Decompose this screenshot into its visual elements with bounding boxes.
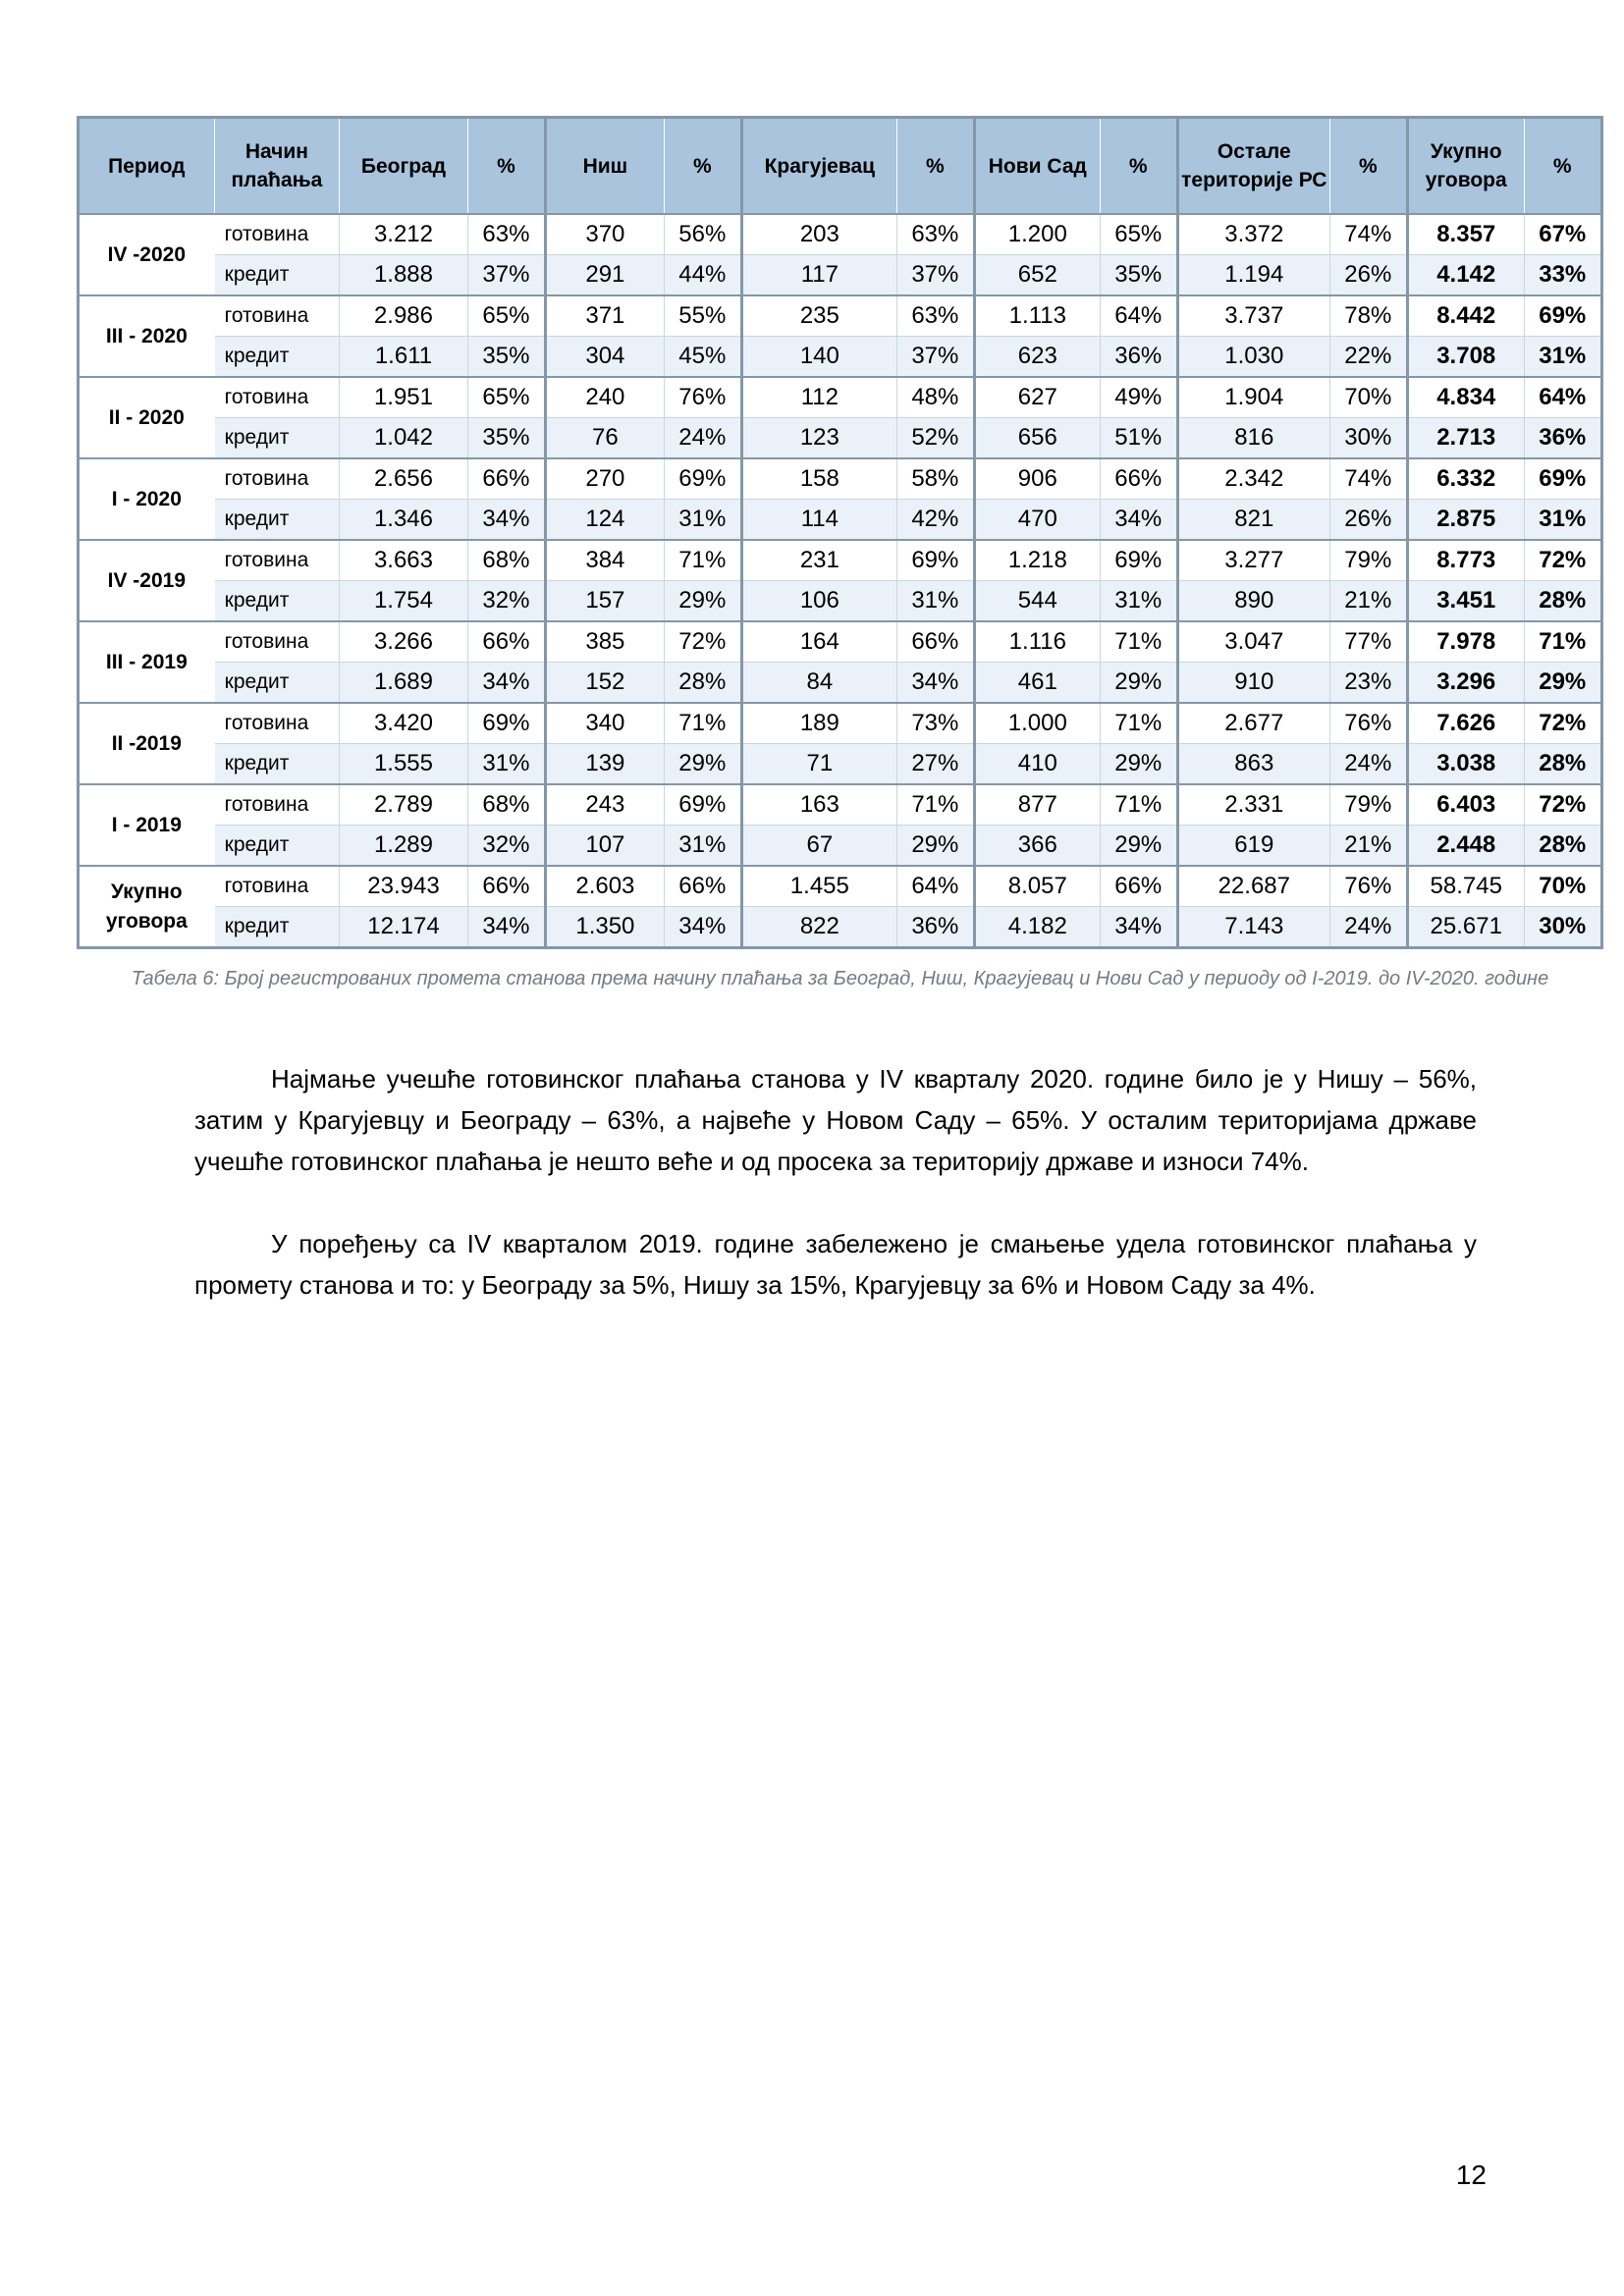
count-cell: 7.626 — [1407, 703, 1524, 744]
percent-cell: 78% — [1329, 295, 1407, 337]
count-cell: 384 — [546, 540, 665, 581]
count-cell: 890 — [1177, 581, 1329, 622]
percent-cell: 64% — [1524, 377, 1602, 418]
count-cell: 410 — [975, 744, 1101, 785]
table-row — [79, 214, 1602, 255]
count-cell: 1.754 — [340, 581, 468, 622]
header-period: Период — [79, 118, 215, 215]
percent-cell: 44% — [664, 255, 741, 296]
percent-cell: 70% — [1524, 866, 1602, 907]
count-cell: 3.372 — [1177, 214, 1329, 255]
percent-cell: 69% — [467, 703, 545, 744]
percent-cell: 65% — [467, 377, 545, 418]
percent-cell: 51% — [1100, 418, 1177, 459]
count-cell: 7.143 — [1177, 907, 1329, 948]
percent-cell: 66% — [467, 866, 545, 907]
payment-method-cell: кредит — [214, 255, 340, 296]
count-cell: 3.266 — [340, 621, 468, 663]
count-cell: 1.346 — [340, 500, 468, 541]
percent-cell: 37% — [896, 255, 974, 296]
count-cell: 3.212 — [340, 214, 468, 255]
count-cell: 371 — [546, 295, 665, 337]
count-cell: 656 — [975, 418, 1101, 459]
percent-cell: 35% — [1100, 255, 1177, 296]
percent-cell: 77% — [1329, 621, 1407, 663]
count-cell: 67 — [741, 826, 896, 867]
count-cell: 1.350 — [546, 907, 665, 948]
table-row — [79, 744, 1602, 785]
count-cell: 370 — [546, 214, 665, 255]
percent-cell: 28% — [1524, 581, 1602, 622]
percent-cell: 63% — [467, 214, 545, 255]
count-cell: 106 — [741, 581, 896, 622]
table-row — [79, 907, 1602, 948]
payment-method-cell: кредит — [214, 418, 340, 459]
percent-cell: 68% — [467, 784, 545, 826]
percent-cell: 33% — [1524, 255, 1602, 296]
count-cell: 1.000 — [975, 703, 1101, 744]
count-cell: 3.038 — [1407, 744, 1524, 785]
table-row — [79, 663, 1602, 704]
percent-cell: 69% — [1100, 540, 1177, 581]
percent-cell: 30% — [1329, 418, 1407, 459]
table-row — [79, 295, 1602, 337]
percent-cell: 34% — [664, 907, 741, 948]
count-cell: 270 — [546, 458, 665, 500]
count-cell: 340 — [546, 703, 665, 744]
percent-cell: 31% — [1100, 581, 1177, 622]
count-cell: 366 — [975, 826, 1101, 867]
percent-cell: 71% — [1524, 621, 1602, 663]
count-cell: 1.904 — [1177, 377, 1329, 418]
count-cell: 243 — [546, 784, 665, 826]
percent-cell: 24% — [664, 418, 741, 459]
percent-cell: 29% — [664, 581, 741, 622]
percent-cell: 36% — [1100, 337, 1177, 378]
percent-cell: 34% — [467, 500, 545, 541]
period-cell: III - 2020 — [79, 295, 215, 377]
count-cell: 1.888 — [340, 255, 468, 296]
count-cell: 2.342 — [1177, 458, 1329, 500]
percent-cell: 31% — [664, 826, 741, 867]
header-nis: Ниш — [546, 118, 665, 215]
payment-method-cell: кредит — [214, 907, 340, 948]
period-cell: IV -2020 — [79, 214, 215, 295]
table-row — [79, 826, 1602, 867]
percent-cell: 66% — [896, 621, 974, 663]
percent-cell: 31% — [1524, 500, 1602, 541]
percent-cell: 71% — [1100, 784, 1177, 826]
count-cell: 58.745 — [1407, 866, 1524, 907]
percent-cell: 49% — [1100, 377, 1177, 418]
percent-cell: 34% — [1100, 500, 1177, 541]
percent-cell: 29% — [1100, 744, 1177, 785]
percent-cell: 72% — [1524, 540, 1602, 581]
percent-cell: 36% — [896, 907, 974, 948]
count-cell: 23.943 — [340, 866, 468, 907]
percent-cell: 34% — [1100, 907, 1177, 948]
table-caption: Табела 6: Број регистрованих промета станова према начину плаћања за Београд, Ниш, Крагујевац и Нови Сад у периоду од I-2019. до IV-2020. године — [131, 968, 1549, 989]
count-cell: 2.448 — [1407, 826, 1524, 867]
count-cell: 1.455 — [741, 866, 896, 907]
count-cell: 1.200 — [975, 214, 1101, 255]
count-cell: 8.442 — [1407, 295, 1524, 337]
percent-cell: 65% — [467, 295, 545, 337]
count-cell: 1.611 — [340, 337, 468, 378]
payment-method-cell: кредит — [214, 744, 340, 785]
percent-cell: 37% — [896, 337, 974, 378]
header-total-pct: % — [1524, 118, 1602, 215]
percent-cell: 71% — [896, 784, 974, 826]
header-total-contracts: Укупно уговора — [1407, 118, 1524, 215]
count-cell: 71 — [741, 744, 896, 785]
payment-method-cell: готовина — [214, 295, 340, 337]
count-cell: 816 — [1177, 418, 1329, 459]
payment-method-cell: готовина — [214, 866, 340, 907]
payment-method-cell: готовина — [214, 214, 340, 255]
count-cell: 4.834 — [1407, 377, 1524, 418]
percent-cell: 66% — [467, 621, 545, 663]
count-cell: 152 — [546, 663, 665, 704]
percent-cell: 64% — [1100, 295, 1177, 337]
header-kragujevac: Крагујевац — [741, 118, 896, 215]
percent-cell: 72% — [1524, 784, 1602, 826]
count-cell: 652 — [975, 255, 1101, 296]
count-cell: 164 — [741, 621, 896, 663]
table-header-row — [79, 118, 1602, 215]
percent-cell: 71% — [1100, 703, 1177, 744]
count-cell: 291 — [546, 255, 665, 296]
count-cell: 140 — [741, 337, 896, 378]
table-row — [79, 337, 1602, 378]
header-nis-pct: % — [664, 118, 741, 215]
percent-cell: 28% — [664, 663, 741, 704]
header-belgrade: Београд — [340, 118, 468, 215]
count-cell: 203 — [741, 214, 896, 255]
percent-cell: 45% — [664, 337, 741, 378]
percent-cell: 79% — [1329, 784, 1407, 826]
percent-cell: 29% — [1100, 826, 1177, 867]
count-cell: 2.789 — [340, 784, 468, 826]
percent-cell: 22% — [1329, 337, 1407, 378]
count-cell: 7.978 — [1407, 621, 1524, 663]
count-cell: 3.451 — [1407, 581, 1524, 622]
count-cell: 157 — [546, 581, 665, 622]
count-cell: 623 — [975, 337, 1101, 378]
header-belgrade-pct: % — [467, 118, 545, 215]
payment-method-cell: кредит — [214, 500, 340, 541]
percent-cell: 28% — [1524, 744, 1602, 785]
count-cell: 12.174 — [340, 907, 468, 948]
percent-cell: 52% — [896, 418, 974, 459]
count-cell: 8.057 — [975, 866, 1101, 907]
percent-cell: 63% — [896, 214, 974, 255]
count-cell: 6.332 — [1407, 458, 1524, 500]
count-cell: 385 — [546, 621, 665, 663]
payment-method-cell: готовина — [214, 458, 340, 500]
count-cell: 4.142 — [1407, 255, 1524, 296]
count-cell: 114 — [741, 500, 896, 541]
percent-cell: 35% — [467, 337, 545, 378]
percent-cell: 69% — [896, 540, 974, 581]
percent-cell: 71% — [1100, 621, 1177, 663]
table-row — [79, 621, 1602, 663]
count-cell: 3.420 — [340, 703, 468, 744]
table-row — [79, 866, 1602, 907]
payment-method-cell: кредит — [214, 663, 340, 704]
percent-cell: 31% — [664, 500, 741, 541]
header-other-pct: % — [1329, 118, 1407, 215]
count-cell: 3.708 — [1407, 337, 1524, 378]
count-cell: 2.656 — [340, 458, 468, 500]
period-cell: III - 2019 — [79, 621, 215, 703]
percent-cell: 34% — [896, 663, 974, 704]
count-cell: 107 — [546, 826, 665, 867]
percent-cell: 42% — [896, 500, 974, 541]
percent-cell: 58% — [896, 458, 974, 500]
percent-cell: 66% — [1100, 866, 1177, 907]
paragraph-2 — [194, 1223, 1477, 1306]
percent-cell: 70% — [1329, 377, 1407, 418]
percent-cell: 29% — [1100, 663, 1177, 704]
count-cell: 2.603 — [546, 866, 665, 907]
count-cell: 2.713 — [1407, 418, 1524, 459]
percent-cell: 24% — [1329, 744, 1407, 785]
count-cell: 906 — [975, 458, 1101, 500]
percent-cell: 69% — [1524, 295, 1602, 337]
count-cell: 3.277 — [1177, 540, 1329, 581]
table-row — [79, 581, 1602, 622]
table-row — [79, 703, 1602, 744]
period-cell: II - 2020 — [79, 377, 215, 458]
count-cell: 4.182 — [975, 907, 1101, 948]
count-cell: 461 — [975, 663, 1101, 704]
header-kragujevac-pct: % — [896, 118, 974, 215]
count-cell: 877 — [975, 784, 1101, 826]
percent-cell: 63% — [896, 295, 974, 337]
percent-cell: 31% — [896, 581, 974, 622]
count-cell: 2.875 — [1407, 500, 1524, 541]
housing-payment-table — [77, 116, 1603, 949]
period-cell: I - 2020 — [79, 458, 215, 540]
count-cell: 2.677 — [1177, 703, 1329, 744]
header-payment-method: Начин плаћања — [214, 118, 340, 215]
count-cell: 1.689 — [340, 663, 468, 704]
count-cell: 821 — [1177, 500, 1329, 541]
table-row — [79, 540, 1602, 581]
percent-cell: 71% — [664, 703, 741, 744]
percent-cell: 76% — [1329, 703, 1407, 744]
paragraph-1-text: Најмање учешће готовинског плаћања станова у IV кварталу 2020. године било је у Нишу – 56%, затим у Крагујевцу и Београду – 63%, а највеће у Новом Саду – 65%. У осталим територијама државе учешће готовинског плаћања је нешто веће и од просека за територију државе и износи 74%. — [194, 1064, 1477, 1176]
percent-cell: 34% — [467, 663, 545, 704]
count-cell: 2.986 — [340, 295, 468, 337]
count-cell: 2.331 — [1177, 784, 1329, 826]
period-cell: I - 2019 — [79, 784, 215, 866]
percent-cell: 71% — [664, 540, 741, 581]
count-cell: 822 — [741, 907, 896, 948]
payment-method-cell: кредит — [214, 581, 340, 622]
count-cell: 84 — [741, 663, 896, 704]
count-cell: 3.296 — [1407, 663, 1524, 704]
table-row — [79, 377, 1602, 418]
count-cell: 544 — [975, 581, 1101, 622]
percent-cell: 69% — [664, 784, 741, 826]
count-cell: 3.047 — [1177, 621, 1329, 663]
count-cell: 1.030 — [1177, 337, 1329, 378]
count-cell: 163 — [741, 784, 896, 826]
percent-cell: 35% — [467, 418, 545, 459]
percent-cell: 66% — [467, 458, 545, 500]
count-cell: 1.194 — [1177, 255, 1329, 296]
count-cell: 3.737 — [1177, 295, 1329, 337]
percent-cell: 72% — [664, 621, 741, 663]
payment-method-cell: кредит — [214, 337, 340, 378]
count-cell: 124 — [546, 500, 665, 541]
table-row — [79, 500, 1602, 541]
percent-cell: 74% — [1329, 458, 1407, 500]
count-cell: 235 — [741, 295, 896, 337]
percent-cell: 32% — [467, 826, 545, 867]
percent-cell: 68% — [467, 540, 545, 581]
percent-cell: 23% — [1329, 663, 1407, 704]
percent-cell: 28% — [1524, 826, 1602, 867]
count-cell: 863 — [1177, 744, 1329, 785]
percent-cell: 67% — [1524, 214, 1602, 255]
percent-cell: 69% — [664, 458, 741, 500]
percent-cell: 29% — [1524, 663, 1602, 704]
count-cell: 910 — [1177, 663, 1329, 704]
percent-cell: 69% — [1524, 458, 1602, 500]
count-cell: 112 — [741, 377, 896, 418]
percent-cell: 26% — [1329, 255, 1407, 296]
count-cell: 139 — [546, 744, 665, 785]
percent-cell: 30% — [1524, 907, 1602, 948]
count-cell: 619 — [1177, 826, 1329, 867]
percent-cell: 21% — [1329, 581, 1407, 622]
page-number: 12 — [1455, 2160, 1487, 2190]
period-cell: Укупно уговора — [79, 866, 215, 948]
count-cell: 1.113 — [975, 295, 1101, 337]
percent-cell: 36% — [1524, 418, 1602, 459]
count-cell: 470 — [975, 500, 1101, 541]
header-novi-sad-pct: % — [1100, 118, 1177, 215]
count-cell: 1.042 — [340, 418, 468, 459]
table-row — [79, 418, 1602, 459]
percent-cell: 26% — [1329, 500, 1407, 541]
percent-cell: 31% — [467, 744, 545, 785]
count-cell: 158 — [741, 458, 896, 500]
period-cell: IV -2019 — [79, 540, 215, 621]
paragraph-2-text: У поређењу са IV кварталом 2019. године забележено је смањење удела готовинског плаћања у промету станова и то: у Београду за 5%, Нишу за 15%, Крагујевцу за 6% и Новом Саду за 4%. — [194, 1229, 1477, 1300]
count-cell: 1.289 — [340, 826, 468, 867]
percent-cell: 34% — [467, 907, 545, 948]
count-cell: 1.218 — [975, 540, 1101, 581]
count-cell: 3.663 — [340, 540, 468, 581]
count-cell: 8.357 — [1407, 214, 1524, 255]
percent-cell: 79% — [1329, 540, 1407, 581]
payment-method-cell: готовина — [214, 377, 340, 418]
count-cell: 76 — [546, 418, 665, 459]
percent-cell: 76% — [1329, 866, 1407, 907]
table-body — [79, 214, 1602, 948]
paragraph-1 — [194, 1058, 1477, 1182]
percent-cell: 76% — [664, 377, 741, 418]
count-cell: 123 — [741, 418, 896, 459]
percent-cell: 32% — [467, 581, 545, 622]
table-row — [79, 458, 1602, 500]
count-cell: 240 — [546, 377, 665, 418]
payment-method-cell: готовина — [214, 703, 340, 744]
header-other-territories: Остале територије РС — [1177, 118, 1329, 215]
percent-cell: 64% — [896, 866, 974, 907]
count-cell: 22.687 — [1177, 866, 1329, 907]
percent-cell: 55% — [664, 295, 741, 337]
count-cell: 1.951 — [340, 377, 468, 418]
percent-cell: 29% — [896, 826, 974, 867]
percent-cell: 65% — [1100, 214, 1177, 255]
percent-cell: 48% — [896, 377, 974, 418]
percent-cell: 24% — [1329, 907, 1407, 948]
percent-cell: 27% — [896, 744, 974, 785]
table-row — [79, 784, 1602, 826]
count-cell: 189 — [741, 703, 896, 744]
table-row — [79, 255, 1602, 296]
count-cell: 8.773 — [1407, 540, 1524, 581]
count-cell: 6.403 — [1407, 784, 1524, 826]
count-cell: 25.671 — [1407, 907, 1524, 948]
header-novi-sad: Нови Сад — [975, 118, 1101, 215]
percent-cell: 74% — [1329, 214, 1407, 255]
count-cell: 1.116 — [975, 621, 1101, 663]
payment-method-cell: готовина — [214, 540, 340, 581]
percent-cell: 31% — [1524, 337, 1602, 378]
count-cell: 117 — [741, 255, 896, 296]
count-cell: 1.555 — [340, 744, 468, 785]
percent-cell: 73% — [896, 703, 974, 744]
period-cell: II -2019 — [79, 703, 215, 784]
percent-cell: 66% — [664, 866, 741, 907]
count-cell: 231 — [741, 540, 896, 581]
percent-cell: 37% — [467, 255, 545, 296]
percent-cell: 21% — [1329, 826, 1407, 867]
payment-method-cell: готовина — [214, 784, 340, 826]
percent-cell: 66% — [1100, 458, 1177, 500]
percent-cell: 56% — [664, 214, 741, 255]
count-cell: 627 — [975, 377, 1101, 418]
count-cell: 304 — [546, 337, 665, 378]
payment-method-cell: кредит — [214, 826, 340, 867]
percent-cell: 72% — [1524, 703, 1602, 744]
payment-method-cell: готовина — [214, 621, 340, 663]
percent-cell: 29% — [664, 744, 741, 785]
